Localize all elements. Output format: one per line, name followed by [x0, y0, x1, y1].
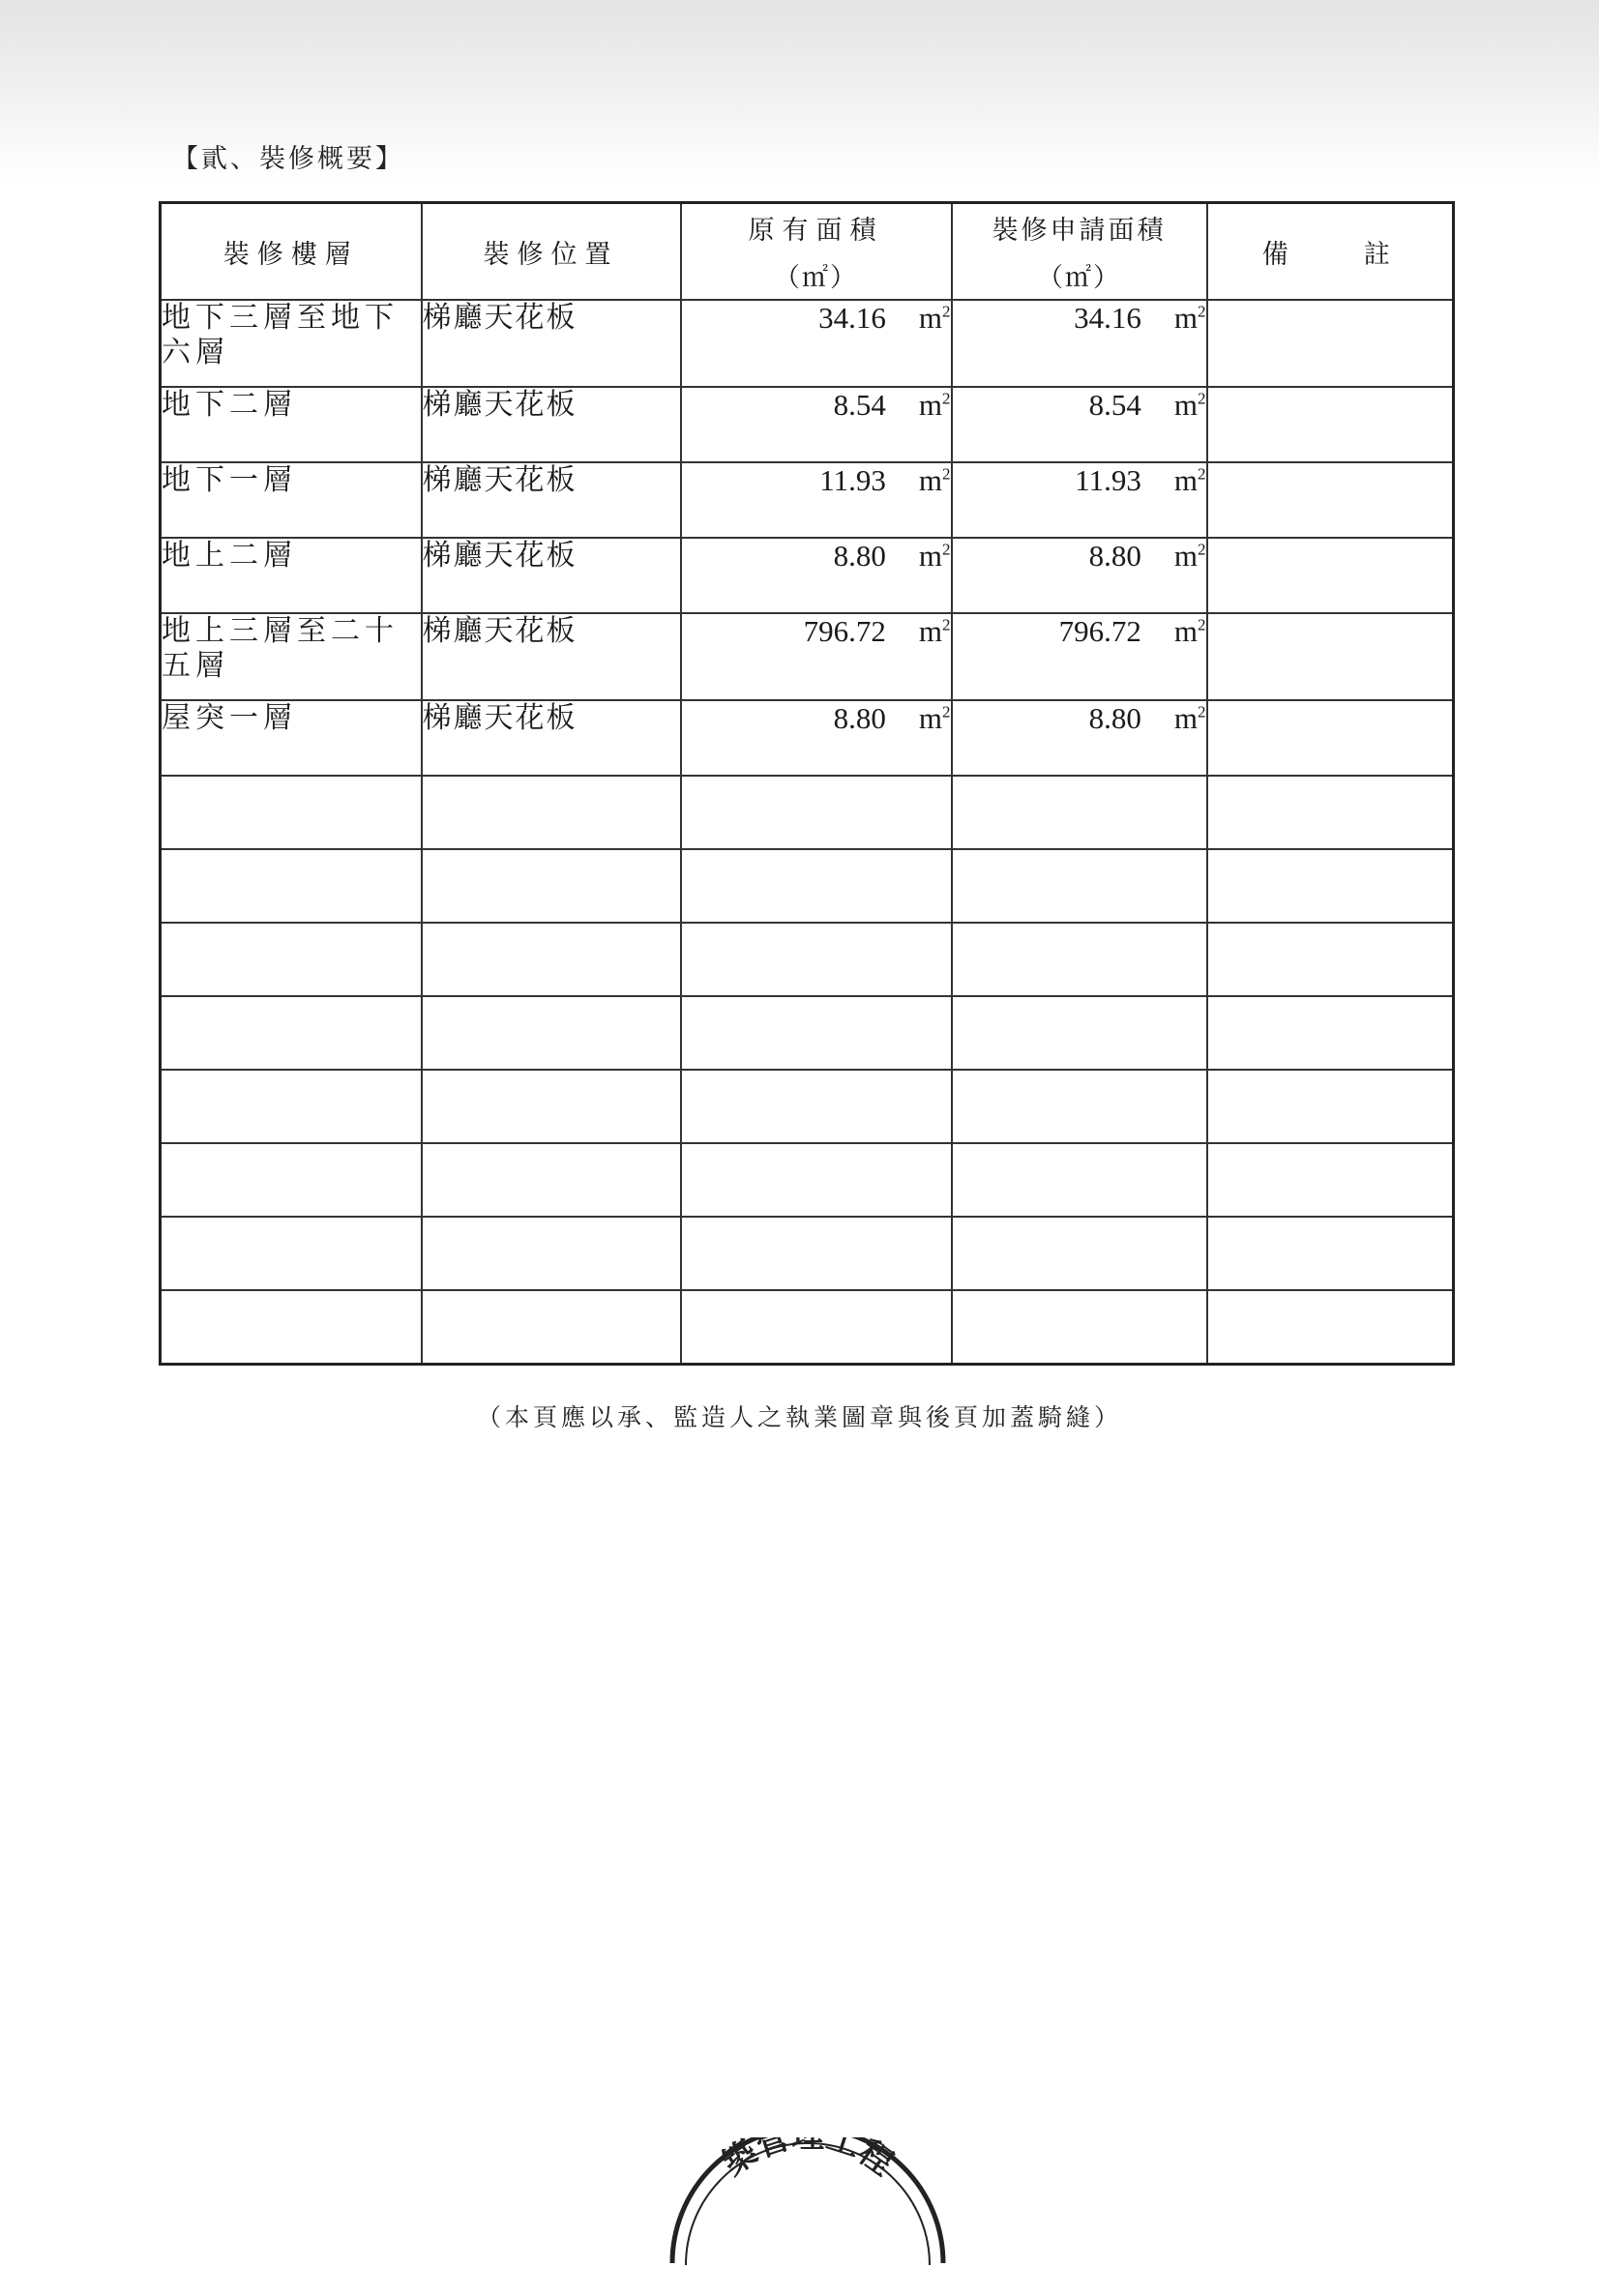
unit-exponent: 2 [1198, 389, 1206, 408]
section-title: 【貳、裝修概要】 [172, 144, 404, 174]
cell-remarks [1207, 462, 1454, 538]
value: 8.80 [1088, 701, 1141, 735]
unit [919, 701, 951, 736]
empty-cell [422, 1217, 681, 1290]
cell-applied-area [952, 538, 1207, 613]
table-row [161, 462, 1454, 538]
table-row [161, 613, 1454, 700]
cell-floor: 地上二層 [161, 538, 422, 613]
unit-exponent: 2 [942, 389, 951, 408]
header-original-area-label: 原有面積 [748, 216, 884, 246]
value: 796.72 [1058, 614, 1141, 648]
unit-exponent: 2 [1198, 464, 1206, 484]
renovation-summary-table [159, 201, 1455, 1366]
value: 8.80 [833, 539, 886, 573]
unit [1174, 701, 1206, 736]
unit-exponent: 2 [1198, 540, 1206, 559]
empty-row [161, 996, 1454, 1070]
empty-cell [1207, 776, 1454, 849]
cell-applied-area [952, 387, 1207, 462]
empty-cell [161, 849, 422, 923]
empty-cell [681, 1070, 952, 1143]
header-applied-area-unit: （㎡） [1037, 263, 1121, 293]
cell-location: 梯廳天花板 [422, 462, 681, 538]
value: 11.93 [1075, 463, 1141, 497]
empty-cell [422, 1070, 681, 1143]
header-floor: 裝修樓層 [161, 203, 422, 301]
empty-row [161, 1143, 1454, 1217]
unit-symbol: m [918, 301, 942, 335]
value: 11.93 [819, 463, 886, 497]
unit-symbol: m [918, 614, 942, 648]
empty-cell [161, 923, 422, 996]
empty-cell [1207, 1143, 1454, 1217]
unit-exponent: 2 [1198, 302, 1206, 321]
seal-graphic [663, 2137, 953, 2292]
empty-cell [952, 776, 1207, 849]
unit-symbol: m [1173, 539, 1198, 573]
cell-original-area [681, 538, 952, 613]
cell-remarks [1207, 538, 1454, 613]
cell-applied-area [952, 613, 1207, 700]
unit [919, 539, 951, 574]
unit [1174, 388, 1206, 423]
cell-remarks [1207, 613, 1454, 700]
unit-symbol: m [1173, 614, 1198, 648]
official-seal [663, 2137, 953, 2292]
unit-symbol: m [918, 539, 942, 573]
empty-cell [952, 1290, 1207, 1365]
cell-floor: 地上三層至二十五層 [161, 613, 422, 700]
cell-floor: 屋突一層 [161, 700, 422, 776]
empty-cell [1207, 1217, 1454, 1290]
footer-note: （本頁應以承、監造人之執業圖章與後頁加蓋騎縫） [476, 1403, 1122, 1431]
cell-remarks [1207, 700, 1454, 776]
empty-row [161, 1290, 1454, 1365]
empty-cell [681, 1217, 952, 1290]
empty-cell [952, 849, 1207, 923]
empty-cell [422, 776, 681, 849]
empty-cell [952, 996, 1207, 1070]
empty-cell [681, 776, 952, 849]
cell-remarks [1207, 387, 1454, 462]
empty-cell [161, 1070, 422, 1143]
empty-cell [422, 1143, 681, 1217]
empty-cell [1207, 923, 1454, 996]
header-applied-area-label: 裝修申請面積 [992, 216, 1167, 246]
unit [1174, 301, 1206, 336]
value: 796.72 [803, 614, 886, 648]
unit [919, 388, 951, 423]
table-row [161, 700, 1454, 776]
header-original-area-unit: （㎡） [774, 263, 858, 293]
empty-cell [161, 1217, 422, 1290]
empty-cell [681, 923, 952, 996]
header-remarks: 備 註 [1207, 203, 1454, 301]
unit-exponent: 2 [1198, 615, 1206, 634]
empty-row [161, 923, 1454, 996]
empty-cell [1207, 849, 1454, 923]
unit [919, 463, 951, 498]
cell-applied-area [952, 300, 1207, 387]
empty-cell [1207, 996, 1454, 1070]
unit-exponent: 2 [942, 464, 951, 484]
unit [919, 301, 951, 336]
cell-location: 梯廳天花板 [422, 387, 681, 462]
unit-exponent: 2 [942, 302, 951, 321]
cell-location: 梯廳天花板 [422, 613, 681, 700]
value: 34.16 [1074, 301, 1141, 335]
cell-location: 梯廳天花板 [422, 300, 681, 387]
unit-symbol: m [1173, 301, 1198, 335]
value: 8.54 [833, 388, 886, 422]
cell-floor: 地下二層 [161, 387, 422, 462]
value: 8.80 [1088, 539, 1141, 573]
cell-applied-area [952, 700, 1207, 776]
header-applied-area [952, 203, 1207, 301]
empty-cell [422, 849, 681, 923]
empty-cell [161, 776, 422, 849]
empty-cell [681, 849, 952, 923]
header-location: 裝修位置 [422, 203, 681, 301]
value: 8.80 [833, 701, 886, 735]
cell-location: 梯廳天花板 [422, 538, 681, 613]
cell-original-area [681, 300, 952, 387]
empty-cell [952, 1217, 1207, 1290]
empty-cell [422, 996, 681, 1070]
unit-exponent: 2 [942, 702, 951, 721]
unit [1174, 463, 1206, 498]
empty-cell [422, 1290, 681, 1365]
header-original-area [681, 203, 952, 301]
unit-symbol: m [918, 463, 942, 497]
empty-cell [161, 1290, 422, 1365]
unit-symbol: m [1173, 701, 1198, 735]
empty-cell [1207, 1290, 1454, 1365]
cell-original-area [681, 613, 952, 700]
empty-cell [422, 923, 681, 996]
unit [1174, 614, 1206, 649]
seal-text: 築管 工程 [715, 2137, 901, 2184]
empty-cell [161, 996, 422, 1070]
value: 34.16 [818, 301, 886, 335]
cell-floor: 地下三層至地下六層 [161, 300, 422, 387]
cell-applied-area [952, 462, 1207, 538]
value: 8.54 [1088, 388, 1141, 422]
empty-cell [161, 1143, 422, 1217]
unit [919, 614, 951, 649]
cell-original-area [681, 700, 952, 776]
table-row [161, 387, 1454, 462]
unit-exponent: 2 [942, 540, 951, 559]
unit-symbol: m [918, 388, 942, 422]
table-row [161, 300, 1454, 387]
empty-cell [952, 1143, 1207, 1217]
unit-symbol: m [918, 701, 942, 735]
unit-symbol: m [1173, 388, 1198, 422]
unit-exponent: 2 [942, 615, 951, 634]
empty-cell [1207, 1070, 1454, 1143]
empty-row [161, 776, 1454, 849]
empty-row [161, 849, 1454, 923]
empty-cell [952, 923, 1207, 996]
empty-cell [952, 1070, 1207, 1143]
table-header-row [161, 203, 1454, 301]
unit-symbol: m [1173, 463, 1198, 497]
cell-location: 梯廳天花板 [422, 700, 681, 776]
cell-floor: 地下一層 [161, 462, 422, 538]
empty-row [161, 1217, 1454, 1290]
empty-cell [681, 996, 952, 1070]
empty-row [161, 1070, 1454, 1143]
empty-cell [681, 1290, 952, 1365]
cell-remarks [1207, 300, 1454, 387]
seal-outer-ring [672, 2137, 943, 2263]
empty-cell [681, 1143, 952, 1217]
unit-exponent: 2 [1198, 702, 1206, 721]
cell-original-area [681, 387, 952, 462]
cell-original-area [681, 462, 952, 538]
table-row [161, 538, 1454, 613]
unit [1174, 539, 1206, 574]
